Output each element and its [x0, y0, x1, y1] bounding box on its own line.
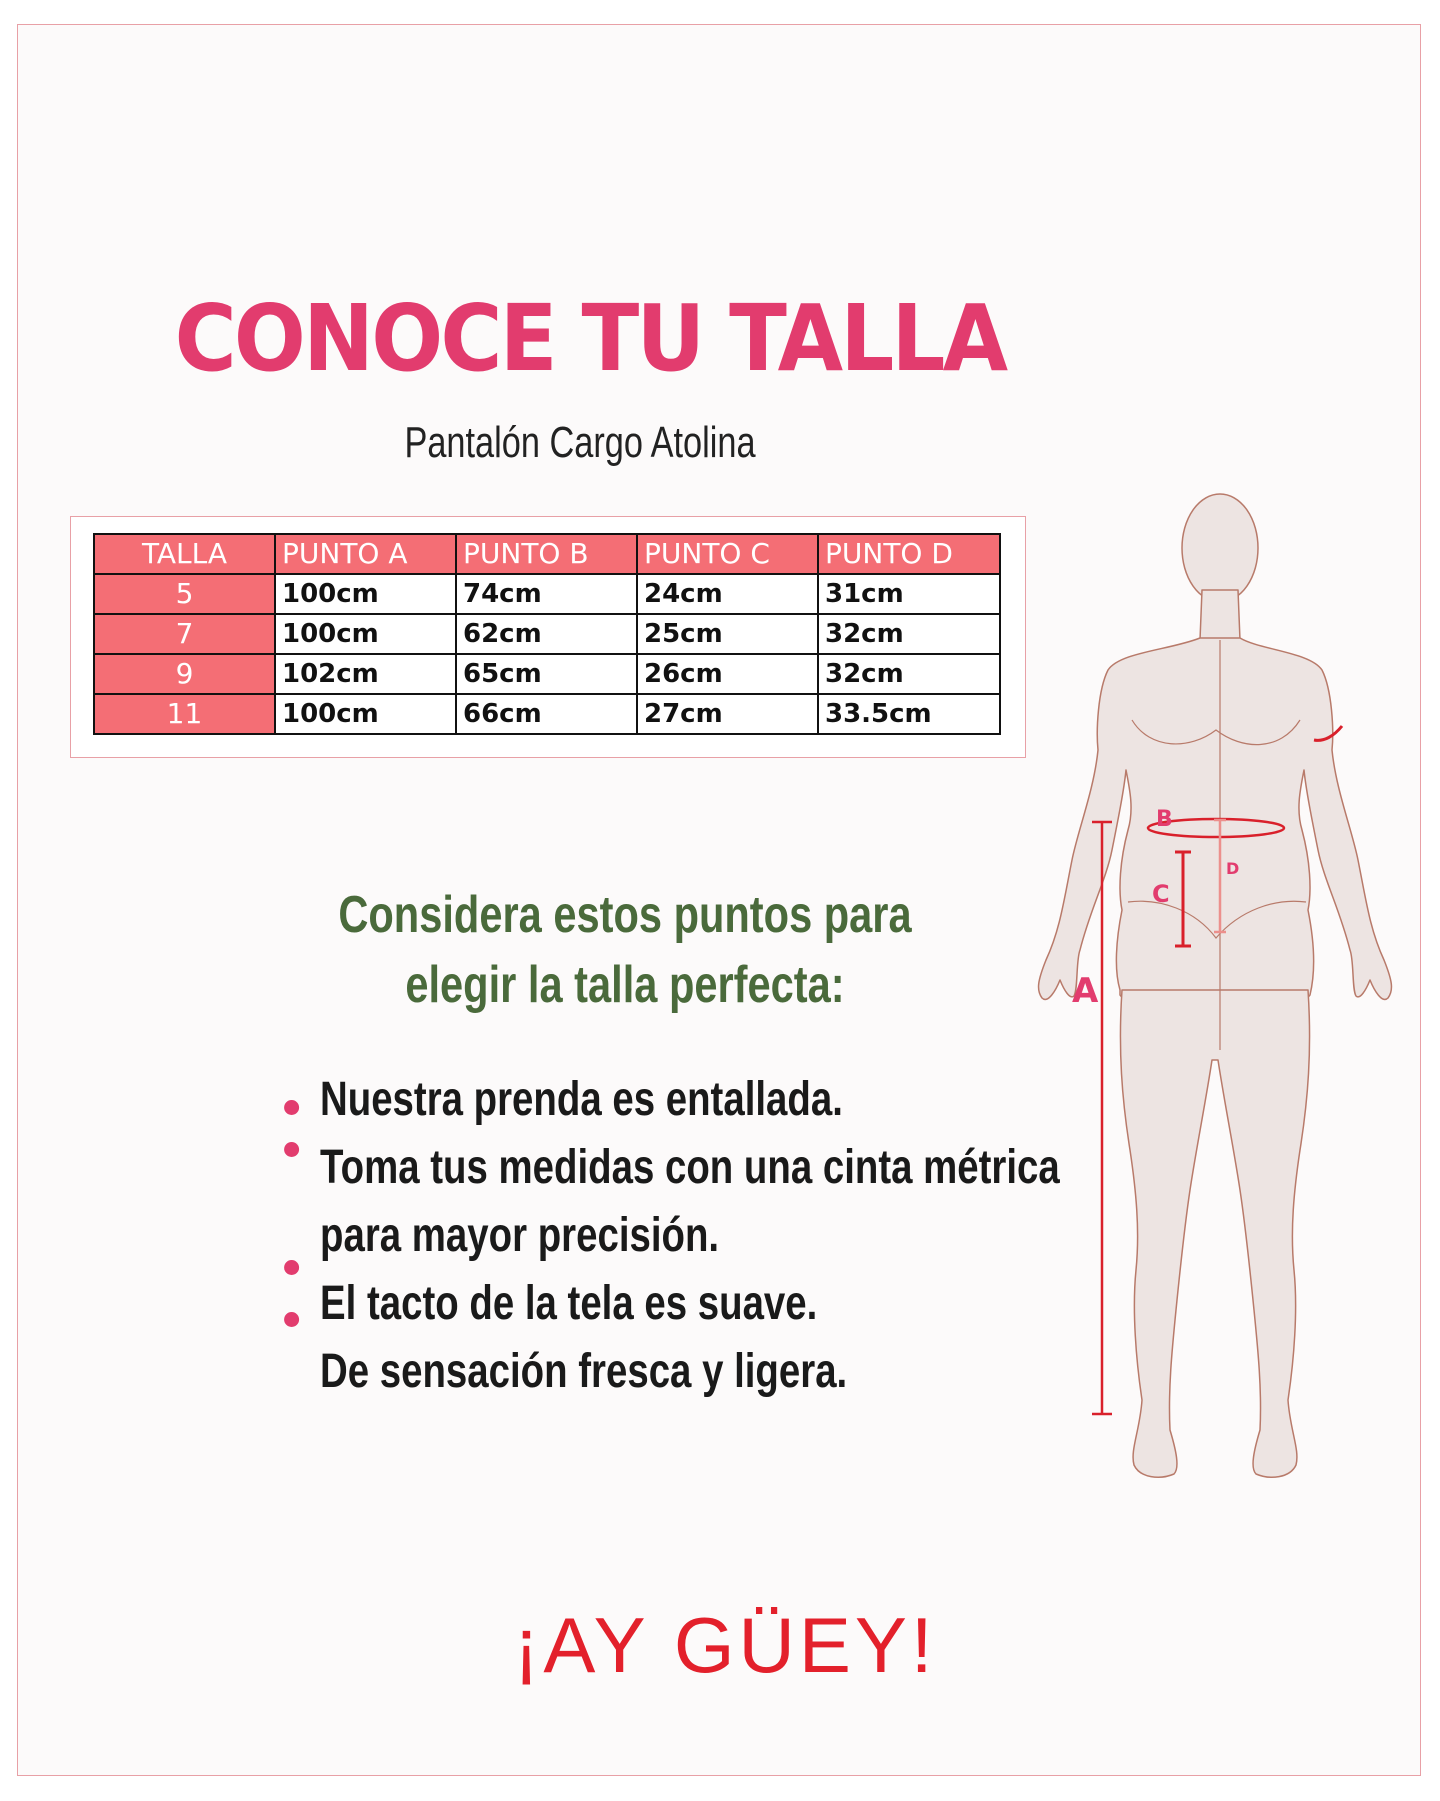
- cell-punto-a: 100cm: [275, 694, 456, 734]
- cell-punto-a: 100cm: [275, 614, 456, 654]
- bullet-dot-icon: [284, 1142, 299, 1157]
- table-row: [94, 574, 1000, 614]
- table-header-row: [94, 534, 1000, 574]
- label-b: B: [1156, 807, 1173, 832]
- label-c: C: [1152, 880, 1170, 908]
- cell-talla: 5: [94, 574, 275, 614]
- tip-text: Toma tus medidas con una cinta métrica: [320, 1141, 1060, 1194]
- brand-logo: ¡AY GÜEY!: [513, 1601, 937, 1689]
- cell-punto-d: 31cm: [818, 574, 1000, 614]
- size-table-panel: [70, 516, 1026, 758]
- header-talla: TALLA: [94, 534, 275, 574]
- cell-punto-b: 74cm: [456, 574, 637, 614]
- list-item: [288, 1202, 1008, 1270]
- cell-punto-a: 100cm: [275, 574, 456, 614]
- header-punto-c: PUNTO C: [637, 534, 818, 574]
- tip-text: El tacto de la tela es suave.: [320, 1277, 818, 1330]
- body-measurement-figure: [990, 490, 1420, 1510]
- cell-talla: 11: [94, 694, 275, 734]
- cell-punto-b: 66cm: [456, 694, 637, 734]
- cell-punto-b: 62cm: [456, 614, 637, 654]
- cell-punto-a: 102cm: [275, 654, 456, 694]
- list-item: [288, 1338, 1008, 1406]
- cell-punto-d: 32cm: [818, 614, 1000, 654]
- advice-line-1: Considera estos puntos para: [338, 886, 912, 944]
- cell-talla: 9: [94, 654, 275, 694]
- label-d: D: [1226, 859, 1240, 878]
- tips-list: [288, 1066, 1060, 1406]
- cell-punto-c: 26cm: [637, 654, 818, 694]
- table-row: [94, 614, 1000, 654]
- page-title: CONOCE TU TALLA: [174, 285, 1006, 392]
- cell-talla: 7: [94, 614, 275, 654]
- cell-punto-d: 33.5cm: [818, 694, 1000, 734]
- cell-punto-c: 25cm: [637, 614, 818, 654]
- tip-text: para mayor precisión.: [320, 1209, 720, 1262]
- bullet-dot-icon: [284, 1312, 299, 1327]
- tip-text: De sensación fresca y ligera.: [320, 1345, 848, 1398]
- tip-text: Nuestra prenda es entallada.: [320, 1073, 843, 1126]
- product-subtitle: Pantalón Cargo Atolina: [404, 418, 756, 467]
- measure-line-a: [1092, 822, 1112, 1414]
- label-a: A: [1072, 971, 1099, 1011]
- cell-punto-c: 27cm: [637, 694, 818, 734]
- list-item: [288, 1066, 1008, 1134]
- advice-line-2: elegir la talla perfecta:: [405, 956, 845, 1014]
- cell-punto-c: 24cm: [637, 574, 818, 614]
- size-table: [93, 533, 1001, 735]
- header-punto-a: PUNTO A: [275, 534, 456, 574]
- bullet-dot-icon: [284, 1100, 299, 1115]
- list-item: [288, 1134, 1060, 1202]
- cell-punto-b: 65cm: [456, 654, 637, 694]
- header-punto-d: PUNTO D: [818, 534, 1000, 574]
- header-punto-b: PUNTO B: [456, 534, 637, 574]
- cell-punto-d: 32cm: [818, 654, 1000, 694]
- list-item: [288, 1270, 1008, 1338]
- table-row: [94, 654, 1000, 694]
- measurement-advice-heading: [125, 880, 1125, 1020]
- table-row: [94, 694, 1000, 734]
